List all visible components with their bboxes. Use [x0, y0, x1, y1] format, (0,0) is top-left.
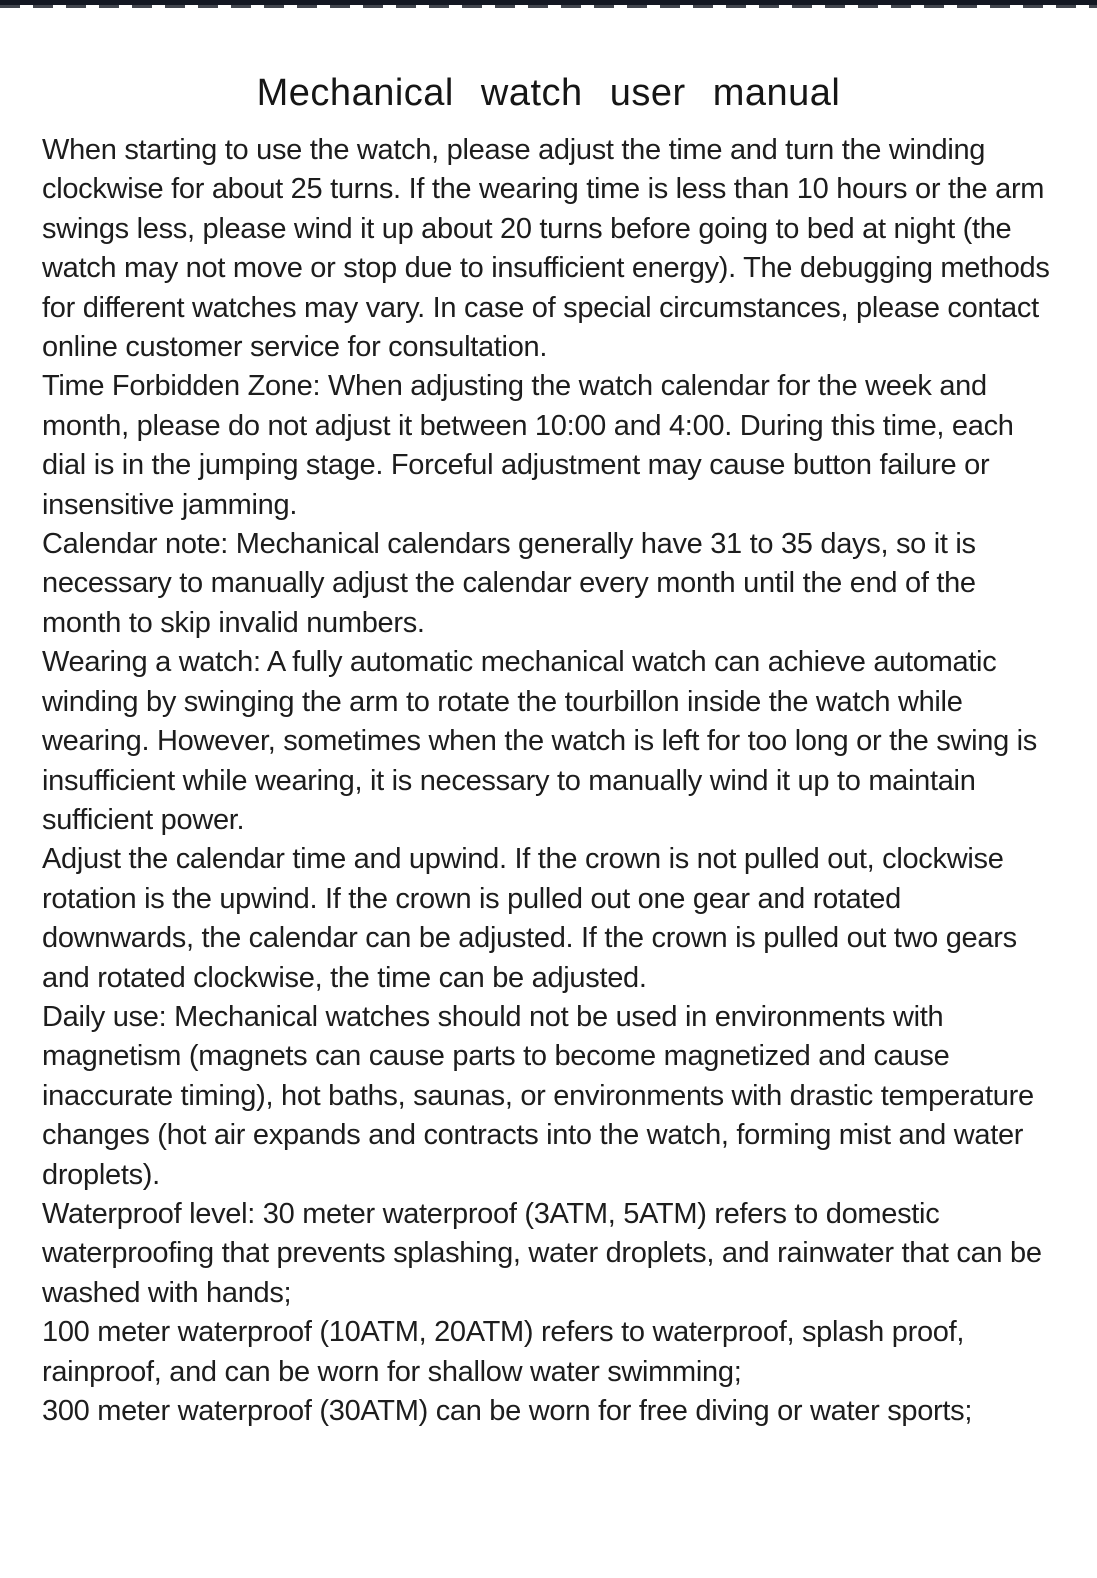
- paragraph-wearing-a-watch: Wearing a watch: A fully automatic mechanical watch can achieve automatic winding by swinging the arm to rotate the tourbillon inside the watch while wearing. However, sometimes when the watch is left for too long or the swing is insufficient while wearing, it is necessary to manually wind it up to maintain sufficient power.: [42, 646, 1037, 836]
- paragraph-daily-use: Daily use: Mechanical watches should not be used in environments with magnetism (magnets can cause parts to become magnetized and cause inaccurate timing), hot baths, saunas, or environments with drastic temperature changes (hot air expands and contracts into the watch, forming mist and water droplets).: [42, 1000, 1034, 1191]
- paragraph-calendar-note: Calendar note: Mechanical calendars generally have 31 to 35 days, so it is necessary to manually adjust the calendar every month until the end of the month to skip invalid numbers.: [42, 528, 976, 639]
- paragraph-waterproof-level-30m: Waterproof level: 30 meter waterproof (3ATM, 5ATM) refers to domestic waterproofing that prevents splashing, water droplets, and rainwater that can be washed with hands;: [42, 1197, 1042, 1309]
- scan-torn-edge-artifact: [0, 0, 1097, 5]
- paragraph-waterproof-300m: 300 meter waterproof (30ATM) can be worn for free diving or water sports;: [42, 1395, 973, 1427]
- paragraph-adjust-calendar-time: Adjust the calendar time and upwind. If the crown is not pulled out, clockwise rotation is the upwind. If the crown is pulled out one gear and rotated downwards, the calendar can be adjusted. If the crown is pulled out two gears and rotated clockwise, the time can be adjusted.: [42, 843, 1017, 994]
- paragraph-time-forbidden-zone: Time Forbidden Zone: When adjusting the watch calendar for the week and month, please do not adjust it between 10:00 and 4:00. During this time, each dial is in the jumping stage. Forceful adjustment may cause button failure or insensitive jamming.: [42, 370, 1014, 521]
- page-title: Mechanical watch user manual: [256, 72, 841, 114]
- manual-body: [0, 131, 1097, 1431]
- paragraph-intro-winding: When starting to use the watch, please adjust the time and turn the winding clockwise for about 25 turns. If the wearing time is less than 10 hours or the arm swings less, please wind it up about 20 turns before going to bed at night (the watch may not move or stop due to insufficient energy). The debugging methods for different watches may vary. In case of special circumstances, please contact online customer service for consultation.: [42, 134, 1050, 364]
- paragraph-waterproof-100m: 100 meter waterproof (10ATM, 20ATM) refers to waterproof, splash proof, rainproof, and can be worn for shallow water swimming;: [42, 1316, 965, 1388]
